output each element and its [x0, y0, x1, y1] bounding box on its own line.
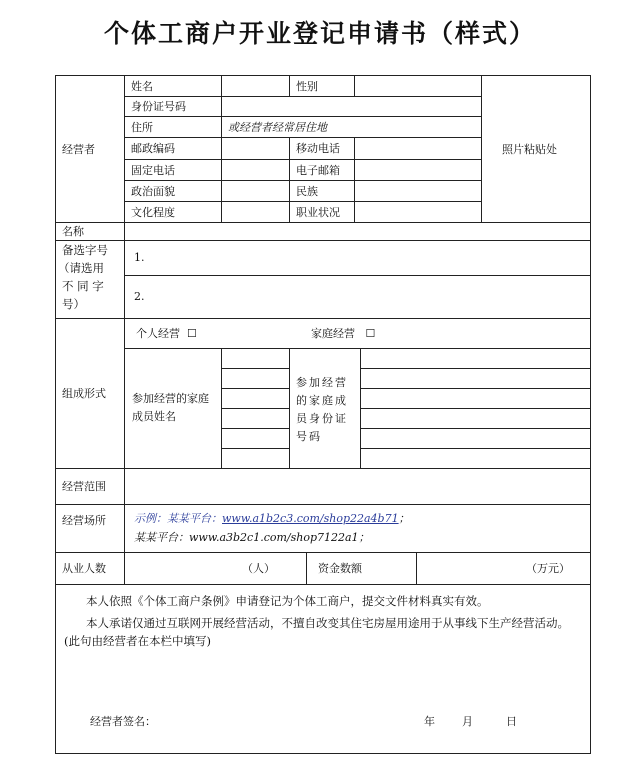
- place-second-line: 某某平台：www.a3b2c1.com/shop7122a1；: [134, 531, 370, 544]
- date-year: 年: [424, 715, 435, 728]
- example-shop-link[interactable]: www.a1b2c3.com/shop22a4b71: [222, 512, 399, 525]
- gender-label: 性别: [296, 80, 318, 93]
- name-label: 姓名: [131, 80, 153, 93]
- page-title: 个体工商户开业登记申请书（样式）: [103, 19, 536, 48]
- alt-names-label-4: 号）: [62, 297, 85, 311]
- phone-label: 固定电话: [131, 164, 175, 177]
- date-month: 月: [462, 715, 473, 728]
- member-ids-label: 参加经营的家庭成员身份证号码: [296, 376, 348, 443]
- postcode-label: 邮政编码: [131, 142, 175, 155]
- date-day: 日: [506, 715, 517, 728]
- residence-label: 住所: [131, 121, 153, 134]
- id-number-label: 身份证号码: [131, 100, 186, 113]
- ethnicity-label: 民族: [296, 185, 318, 198]
- business-place-label: 经营场所: [62, 514, 106, 527]
- alt-name-item-1: 1.: [134, 251, 145, 264]
- family-checkbox[interactable]: ☐: [365, 327, 376, 340]
- photo-placeholder: 照片粘贴处: [502, 143, 557, 156]
- residence-hint: 或经营者经常居住地: [228, 121, 327, 134]
- alt-name-item-2: 2.: [134, 290, 145, 303]
- alt-names-label-2: （请选用: [58, 261, 104, 275]
- personal-checkbox[interactable]: ☐: [187, 327, 197, 340]
- email-label: 电子邮箱: [296, 164, 340, 177]
- place-example-line: 示例：某某平台：www.a1b2c3.com/shop22a4b71；: [134, 512, 410, 525]
- alt-names-label-1: 备选字号: [62, 243, 108, 257]
- mobile-label: 移动电话: [296, 142, 340, 155]
- member-names-label: 参加经营的家庭成员姓名: [132, 392, 209, 423]
- family-operation-label: 家庭经营 ☐: [311, 327, 376, 340]
- business-name-label: 名称: [62, 225, 84, 238]
- capital-label: 资金数额: [318, 562, 362, 575]
- form-table: [55, 75, 591, 754]
- personal-operation-label: 个人经营 ☐: [136, 327, 197, 340]
- alt-names-label-3: 不 同 字: [62, 279, 104, 293]
- operator-section-label: 经营者: [62, 143, 95, 156]
- staff-unit: （人）: [242, 562, 275, 575]
- declaration-paragraph-1: 本人依照《个体工商户条例》申请登记为个体工商户，提交文件材料真实有效。: [86, 594, 489, 608]
- signature-label: 经营者签名：: [90, 715, 156, 728]
- occupation-label: 职业状况: [296, 206, 340, 219]
- staff-count-label: 从业人数: [62, 562, 106, 575]
- political-label: 政治面貌: [131, 185, 175, 198]
- capital-unit: （万元）: [526, 562, 570, 575]
- declaration-paragraph-2: 本人承诺仅通过互联网开展经营活动，不擅自改变其住宅房屋用途用于从事线下生产经营活动。(此句由经营者在本栏中填写): [64, 616, 569, 648]
- education-label: 文化程度: [131, 206, 175, 219]
- form-type-label: 组成形式: [62, 387, 106, 400]
- business-scope-label: 经营范围: [62, 480, 106, 493]
- second-shop-url: www.a3b2c1.com/shop7122a1: [189, 531, 359, 544]
